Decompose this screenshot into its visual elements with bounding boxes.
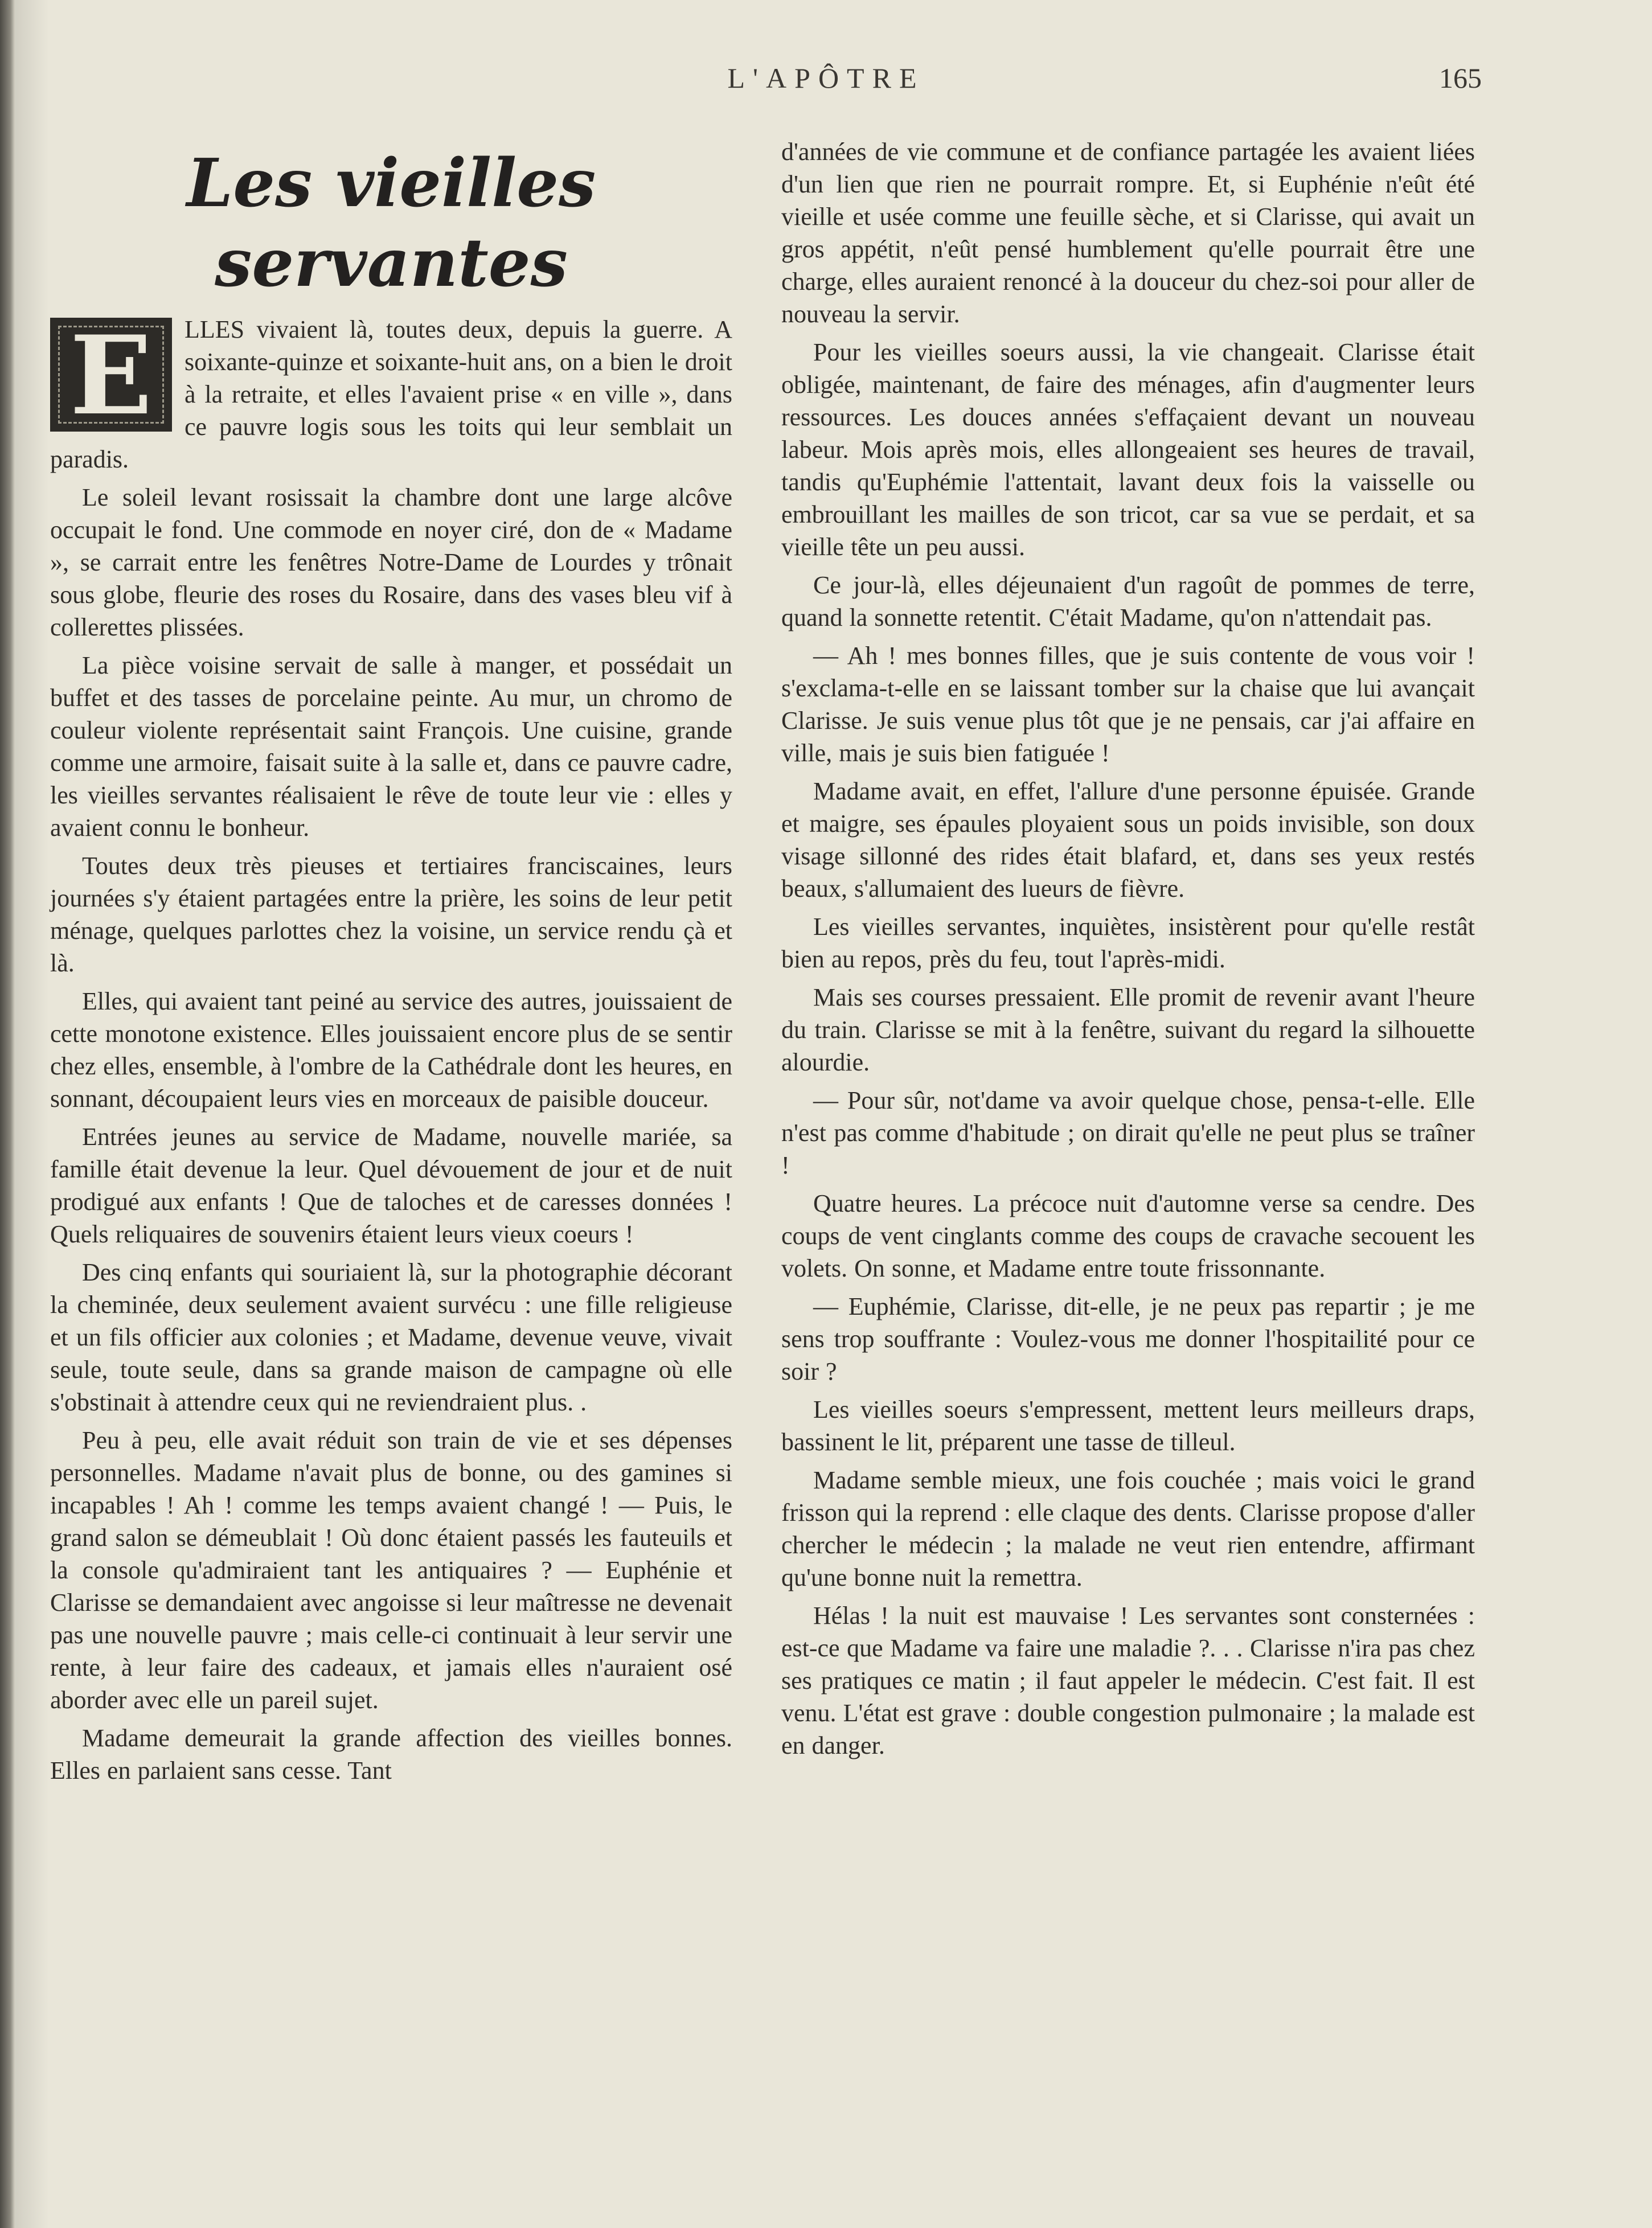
article-title: Les vieilles servantes bbox=[186, 145, 596, 302]
left-column bbox=[50, 143, 732, 1792]
ornamental-drop-cap bbox=[50, 312, 172, 439]
paragraph: Pour les vieilles soeurs aussi, la vie changeait. Clarisse était obligée, maintenant, de faire des ménages, afin d'augmenter leurs ressources. Les douces années s'effaçaient devant un nouveau labeur. Mois après mois, elles allongeaient ses heures de travail, tandis qu'Euphémie l'attentait, lavant deux fois la vaisselle ou embrouillant les mailles de son tricot, car sa vue se perdait, et sa vieille tête un peu aussi. bbox=[781, 338, 1475, 561]
paragraph: Peu à peu, elle avait réduit son train de vie et ses dépenses personnelles. Madame n'avait plus de bonne, ou des gamines si incapables ! Ah ! comme les temps avaient changé ! — Puis, le grand salon se démeublait ! Où donc étaient passés les fauteuils et la console qu'admiraient tant les antiquaires ? — Euphénie et Clarisse se demandaient avec angoisse si leur maîtresse ne devenait pas une nouvelle pauvre ; mais celle-ci continuait à leur servir une rente, à leur faire des cadeaux, et jamais elles n'auraient osé aborder avec elle un pareil sujet. bbox=[50, 1426, 732, 1714]
paragraph: Madame demeurait la grande affection des vieilles bonnes. Elles en parlaient sans cesse. Tant bbox=[50, 1724, 732, 1784]
paragraph: Ce jour-là, elles déjeunaient d'un ragoût de pommes de terre, quand la sonnette retentit. C'était Madame, qu'on n'attendait pas. bbox=[781, 571, 1475, 631]
paragraph: — Pour sûr, not'dame va avoir quelque chose, pensa-t-elle. Elle n'est pas comme d'habitude ; on dirait qu'elle ne peut plus se traîner ! bbox=[781, 1086, 1475, 1179]
paragraph: Entrées jeunes au service de Madame, nouvelle mariée, sa famille était devenue la leur. Quel dévouement de jour et de nuit prodigué aux enfants ! Que de taloches et de caresses données ! Quels reliquaires de souvenirs étaient leurs vieux coeurs ! bbox=[50, 1123, 732, 1248]
lead-word: LLES bbox=[185, 315, 245, 343]
page-number: 165 bbox=[1439, 62, 1482, 94]
paragraph: Quatre heures. La précoce nuit d'automne verse sa cendre. Des coups de vent cinglants comme des coups de cravache secouent les volets. On sonne, et Madame entre toute frissonnante. bbox=[781, 1189, 1475, 1282]
paragraph: Elles, qui avaient tant peiné au service des autres, jouissaient de cette monotone existence. Elles jouissaient encore plus de se sentir chez elles, ensemble, à l'ombre de la Cathédrale dont les heures, en sonnant, découpaient leurs vies en morceaux de paisible douceur. bbox=[50, 987, 732, 1113]
paragraph: La pièce voisine servait de salle à manger, et possédait un buffet et des tasses de porcelaine peinte. Au mur, un chromo de couleur violente représentait saint François. Une cuisine, grande comme une armoire, faisait suite à la salle et, dans ce pauvre cadre, les vieilles servantes réalisaient le rêve de toute leur vie : elles y avaient connu le bonheur. bbox=[50, 651, 732, 842]
paragraph: Les vieilles soeurs s'empressent, mettent leurs meilleurs draps, bassinent le lit, préparent une tasse de tilleul. bbox=[781, 1396, 1475, 1456]
paragraph: Madame avait, en effet, l'allure d'une personne épuisée. Grande et maigre, ses épaules ployaient sous un poids invisible, son doux visage sillonné des rides était blafard, et, dans ses yeux restés beaux, s'allumaient des lueurs de fièvre. bbox=[781, 777, 1475, 902]
book-binding-edge bbox=[0, 0, 15, 2228]
paragraph-text: vivaient là, toutes deux, depuis la guerre. A soixante-quinze et soixante-huit ans, on a bien le droit à la retraite, et elles l'avaient prise « en ville », dans ce pauvre logis sous les toits qui leur semblait un paradis. bbox=[50, 315, 732, 473]
paragraph: Des cinq enfants qui souriaient là, sur la photographie décorant la cheminée, deux seulement avaient survécu : une fille religieuse et un fils officier aux colonies ; et Madame, devenue veuve, vivait seule, toute seule, dans sa grande maison de campagne où elle s'obstinait à attendre ceux qui ne reviendraient plus. . bbox=[50, 1258, 732, 1416]
gutter-shadow bbox=[15, 0, 49, 2228]
paragraph: Les vieilles servantes, inquiètes, insistèrent pour qu'elle restât bien au repos, près du feu, tout l'après-midi. bbox=[781, 913, 1475, 973]
paragraph-continued: d'années de vie commune et de confiance partagée les avaient liées d'un lien que rien ne pourrait rompre. Et, si Euphénie n'eût été vieille et usée comme une feuille sèche, et si Clarisse, qui avait un gros appétit, n'eût pensé humblement qu'elle pourrait être une charge, elles auraient renoncé à la douceur du chez-soi pour aller de nouveau la servir. bbox=[781, 138, 1475, 328]
drop-cap-letter: E bbox=[69, 312, 153, 439]
right-column bbox=[781, 136, 1475, 1767]
first-paragraph bbox=[50, 313, 732, 475]
paragraph: Mais ses courses pressaient. Elle promit de revenir avant l'heure du train. Clarisse se mit à la fenêtre, suivant du regard la silhouette alourdie. bbox=[781, 983, 1475, 1076]
paragraph: — Euphémie, Clarisse, dit-elle, je ne peux pas repartir ; je me sens trop souffrante : Voulez-vous me donner l'hospitailité pour ce soir ? bbox=[781, 1293, 1475, 1385]
paragraph: — Ah ! mes bonnes filles, que je suis contente de vous voir ! s'exclama-t-elle en se laissant tomber sur la chaise que lui avançait Clarisse. Je suis venue plus tôt que je ne pensais, car j'ai affaire en ville, mais je suis bien fatiguée ! bbox=[781, 642, 1475, 767]
running-title: L'APÔTRE bbox=[727, 62, 925, 94]
paragraph: Hélas ! la nuit est mauvaise ! Les servantes sont consternées : est-ce que Madame va faire une maladie ?. . . Clarisse n'ira pas chez ses pratiques ce matin ; il faut appeler le médecin. C'est fait. Il est venu. L'état est grave : double congestion pulmonaire ; la malade est en danger. bbox=[781, 1602, 1475, 1759]
paragraph: Le soleil levant rosissait la chambre dont une large alcôve occupait le fond. Une commode en noyer ciré, don de « Madame », se carrait entre les fenêtres Notre-Dame de Lourdes y trônait sous globe, fleurie des roses du Rosaire, dans des vases bleu vif à collerettes plissées. bbox=[50, 483, 732, 641]
paragraph: Madame semble mieux, une fois couchée ; mais voici le grand frisson qui la reprend : elle claque des dents. Clarisse propose d'aller chercher le médecin ; la malade ne veut rien entendre, affirmant qu'une bonne nuit la remettra. bbox=[781, 1466, 1475, 1591]
paragraph: Toutes deux très pieuses et tertiaires franciscaines, leurs journées s'y étaient partagées entre la prière, les soins de leur petit ménage, quelques parlottes chez la voisine, un service rendu çà et là. bbox=[50, 852, 732, 977]
